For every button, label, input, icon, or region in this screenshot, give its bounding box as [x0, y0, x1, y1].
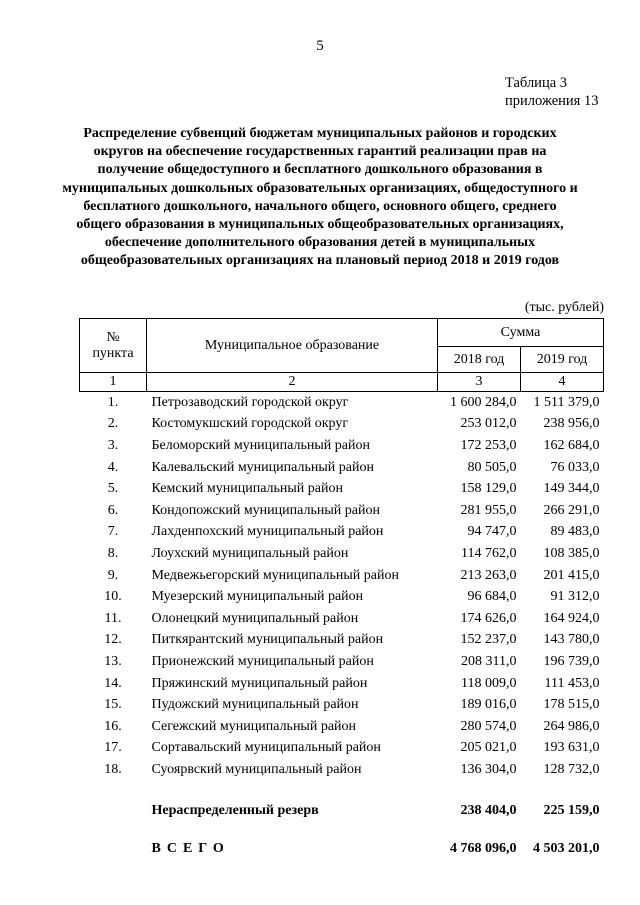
table-row	[80, 414, 604, 436]
units-label: (тыс. рублей)	[524, 300, 604, 315]
row-value-2018: 189 016,0	[460, 697, 517, 713]
header-index: 4	[521, 373, 604, 392]
subsidy-table	[79, 318, 604, 857]
row-value-2018: 172 253,0	[460, 437, 517, 453]
table-row	[80, 435, 604, 457]
total-2019: 4 503 201,0	[533, 840, 600, 856]
table-ref-line1: Таблица 3	[505, 75, 568, 91]
row-number: 3.	[107, 437, 119, 453]
header-year-2019: 2019 год	[521, 347, 604, 373]
row-name: Пудожский муниципальный район	[151, 697, 359, 713]
row-name: Беломорский муниципальный район	[151, 437, 370, 453]
table-row	[80, 392, 604, 414]
row-value-2019: 76 033,0	[550, 459, 600, 475]
row-value-2018: 213 263,0	[460, 567, 517, 583]
row-number: 13.	[104, 653, 122, 669]
row-value-2019: 1 511 379,0	[533, 394, 600, 410]
row-value-2018: 96 684,0	[467, 589, 517, 605]
header-num	[80, 319, 147, 373]
row-value-2018: 280 574,0	[460, 718, 517, 734]
header-num-line1: №	[106, 329, 120, 345]
table-row	[80, 694, 604, 716]
table-row	[80, 738, 604, 760]
row-name: Суоярвский муниципальный район	[151, 761, 362, 777]
row-value-2019: 238 956,0	[543, 416, 600, 432]
row-value-2019: 162 684,0	[543, 437, 600, 453]
table-row	[80, 673, 604, 695]
reserve-2018: 238 404,0	[460, 802, 517, 818]
row-number: 17.	[104, 740, 122, 756]
table-row	[80, 630, 604, 652]
row-number: 2.	[107, 416, 119, 432]
row-value-2018: 208 311,0	[461, 653, 517, 669]
table-row	[80, 500, 604, 522]
row-name: Лоухский муниципальный район	[151, 545, 349, 561]
reserve-row	[80, 781, 604, 819]
row-number: 6.	[107, 502, 119, 518]
table-row	[80, 457, 604, 479]
table-row	[80, 565, 604, 587]
header-year-2018: 2018 год	[438, 347, 521, 373]
row-number: 16.	[104, 718, 122, 734]
row-value-2019: 164 924,0	[543, 610, 600, 626]
table-row	[80, 608, 604, 630]
table-row	[80, 651, 604, 673]
row-name: Петрозаводский городской округ	[151, 394, 349, 410]
row-value-2018: 118 009,0	[461, 675, 517, 691]
row-value-2019: 149 344,0	[543, 481, 600, 497]
row-value-2019: 264 986,0	[543, 718, 600, 734]
document-title: Распределение субвенций бюджетам муниципальных районов и городских округов на обеспечение государственных гарантий реализации прав на получение общедоступного и бесплатного дошкольного образования в муниципальных дошкольных образовательных организациях, общедоступного и бесплатного дошкольного, начального общего, основного общего, среднего общего образования в муниципальных общеобразовательных организациях, обеспечение дополнительного образования детей в муниципальных общеобразовательных организациях на плановый период 2018 и 2019 годов	[62, 126, 578, 269]
table-row	[80, 522, 604, 544]
row-value-2019: 266 291,0	[543, 502, 600, 518]
row-value-2019: 91 312,0	[550, 589, 600, 605]
table-row	[80, 478, 604, 500]
row-name: Кемский муниципальный район	[151, 481, 343, 497]
row-name: Прионежский муниципальный район	[151, 653, 374, 669]
row-value-2019: 201 415,0	[543, 567, 600, 583]
row-value-2018: 205 021,0	[460, 740, 517, 756]
row-name: Медвежьегорский муниципальный район	[151, 567, 399, 583]
row-name: Сегежский муниципальный район	[151, 718, 357, 734]
row-number: 7.	[107, 524, 119, 540]
row-number: 5.	[107, 481, 119, 497]
table-row	[80, 543, 604, 565]
header-num-line2: пункта	[92, 345, 134, 361]
row-number: 14.	[104, 675, 122, 691]
row-value-2019: 111 453,0	[544, 675, 600, 691]
row-value-2018: 174 626,0	[460, 610, 517, 626]
row-number: 12.	[104, 632, 122, 648]
row-value-2018: 136 304,0	[460, 761, 517, 777]
row-value-2019: 89 483,0	[550, 524, 600, 540]
row-value-2019: 193 631,0	[543, 740, 600, 756]
row-value-2019: 196 739,0	[543, 653, 600, 669]
row-name: Костомукшский городской округ	[151, 416, 349, 432]
row-name: Муезерский муниципальный район	[151, 589, 364, 605]
row-name: Олонецкий муниципальный район	[151, 610, 359, 626]
row-number: 9.	[107, 567, 119, 583]
table-row	[80, 716, 604, 738]
reserve-label: Нераспределенный резерв	[151, 802, 319, 818]
row-name: Питкярантский муниципальный район	[151, 632, 384, 648]
header-index: 3	[438, 373, 521, 392]
row-value-2018: 152 237,0	[460, 632, 517, 648]
row-value-2018: 114 762,0	[461, 545, 517, 561]
row-name: Лахденпохский муниципальный район	[151, 524, 384, 540]
row-number: 1.	[107, 394, 119, 410]
row-name: Калевальский муниципальный район	[151, 459, 374, 475]
row-value-2018: 1 600 284,0	[450, 394, 517, 410]
row-number: 18.	[104, 761, 122, 777]
row-name: Сортавальский муниципальный район	[151, 740, 381, 756]
row-number: 4.	[107, 459, 119, 475]
row-name: Кондопожский муниципальный район	[151, 502, 380, 518]
table-reference	[505, 74, 598, 110]
row-value-2018: 281 955,0	[460, 502, 517, 518]
row-name: Пряжинский муниципальный район	[151, 675, 368, 691]
table-ref-line2: приложения 13	[505, 93, 599, 109]
total-row	[80, 819, 604, 857]
row-value-2019: 128 732,0	[543, 761, 600, 777]
row-number: 10.	[104, 589, 122, 605]
page-number: 5	[316, 38, 324, 54]
row-value-2019: 143 780,0	[543, 632, 600, 648]
header-index: 2	[147, 373, 438, 392]
row-value-2018: 253 012,0	[460, 416, 517, 432]
row-value-2018: 158 129,0	[460, 481, 517, 497]
row-value-2019: 178 515,0	[543, 697, 600, 713]
table-row	[80, 586, 604, 608]
row-value-2018: 80 505,0	[467, 459, 517, 475]
row-number: 8.	[107, 545, 119, 561]
row-value-2019: 108 385,0	[543, 545, 600, 561]
row-number: 15.	[104, 697, 122, 713]
header-name: Муниципальное образование	[147, 319, 438, 373]
row-number: 11.	[104, 610, 122, 626]
total-label: ВСЕГО	[151, 840, 230, 856]
header-sum: Сумма	[438, 319, 604, 347]
table-row	[80, 759, 604, 781]
total-2018: 4 768 096,0	[450, 840, 517, 856]
row-value-2018: 94 747,0	[467, 524, 517, 540]
reserve-2019: 225 159,0	[543, 802, 600, 818]
header-index: 1	[80, 373, 147, 392]
